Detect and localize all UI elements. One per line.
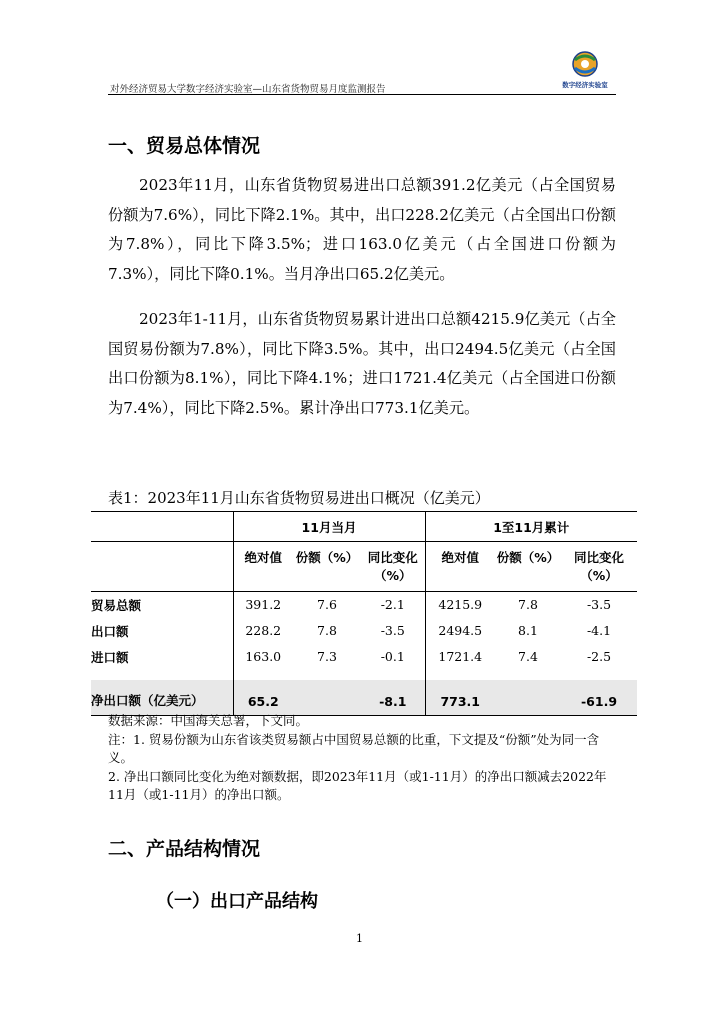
row-label: 出口额 (91, 623, 129, 639)
table-cell: -3.5 (561, 592, 637, 618)
table-cell: -4.1 (586, 623, 612, 638)
col-header: 份额（%） (293, 542, 361, 592)
table-cell: 7.3 (317, 649, 337, 664)
label-header-cell (91, 542, 233, 592)
table-cell: 1721.4 (425, 644, 495, 670)
table-cell: -61.9 (561, 680, 637, 716)
col-header: 同比变化（%） (561, 542, 637, 592)
table-row (91, 592, 637, 618)
page-number: 1 (356, 932, 363, 945)
table-cell: 7.8 (317, 623, 337, 638)
table-notes (108, 712, 618, 805)
note-1: 注：1. 贸易份额为山东省该类贸易额占中国贸易总额的比重，下文提及“份额”处为同一含义。 (108, 731, 600, 765)
section-1-title: 一、贸易总体情况 (108, 135, 261, 157)
page-header (108, 50, 616, 95)
col-header: 份额（%） (495, 542, 561, 592)
logo-text: 数字经济实验室 (562, 81, 608, 89)
col-header: 同比变化（%） (361, 542, 425, 592)
row-label: 净出口额（亿美元） (91, 680, 233, 716)
lab-logo (554, 50, 616, 92)
data-source-note: 数据来源：中国海关总署，下文同。 (108, 713, 309, 728)
table-cell: -0.1 (380, 649, 405, 664)
corner-cell (91, 512, 233, 542)
header-divider (108, 94, 616, 95)
row-label: 进口额 (91, 649, 129, 665)
table-cell: 391.2 (233, 592, 293, 618)
table-cell: 7.8 (495, 592, 561, 618)
table-cell: -3.5 (380, 623, 405, 638)
trade-summary-table (91, 511, 637, 716)
table-cell: -2.5 (586, 649, 612, 664)
paragraph-monthly: 2023年11月，山东省货物贸易进出口总额391.2亿美元（占全国贸易份额为7.6%），同比下降2.1%。其中，出口228.2亿美元（占全国出口份额为7.8%），同比下降3.5%；进口163.0亿美元（占全国进口份额为7.3%），同比下降0.1%。当月净出口65.2亿美元。 (108, 176, 616, 283)
table-row (91, 644, 637, 670)
group-header-monthly: 11月当月 (233, 512, 425, 542)
table-cell: 4215.9 (425, 592, 495, 618)
table-cell: -2.1 (361, 592, 425, 618)
table-caption: 表1：2023年11月山东省货物贸易进出口概况（亿美元） (108, 489, 490, 507)
table-row (91, 618, 637, 644)
row-label: 贸易总额 (91, 592, 233, 618)
section-2-title: 二、产品结构情况 (108, 838, 261, 860)
table-cell: 7.4 (518, 649, 538, 664)
table-cell: 2494.5 (425, 618, 495, 644)
table-cell: 8.1 (518, 623, 538, 638)
group-header-cumulative: 1至11月累计 (425, 512, 637, 542)
col-header: 绝对值 (233, 542, 293, 592)
globe-logo-icon (554, 50, 616, 82)
table-cell: 228.2 (233, 618, 293, 644)
col-header: 绝对值 (425, 542, 495, 592)
paragraph-cumulative: 2023年1-11月，山东省货物贸易累计进出口总额4215.9亿美元（占全国贸易份额为7.8%），同比下降3.5%。其中，出口2494.5亿美元（占全国出口份额为8.1%），同比下降4.1%；进口1721.4亿美元（占全国进口份额为7.4%），同比下降2.5%。累计净出口773.1亿美元。 (108, 310, 616, 417)
note-2: 2. 净出口额同比变化为绝对额数据，即2023年11月（或1-11月）的净出口额减去2022年11月（或1-11月）的净出口额。 (108, 768, 607, 802)
table-cell: 7.6 (293, 592, 361, 618)
table-cell: 65.2 (233, 680, 293, 716)
net-export-row (91, 680, 637, 716)
table-cell: 163.0 (233, 644, 293, 670)
subsection-export-structure: （一）出口产品结构 (156, 891, 318, 912)
header-title: 对外经济贸易大学数字经济实验室—山东省货物贸易月度监测报告 (110, 84, 386, 95)
table-cell: 773.1 (425, 680, 495, 716)
table-cell: -8.1 (361, 680, 425, 716)
